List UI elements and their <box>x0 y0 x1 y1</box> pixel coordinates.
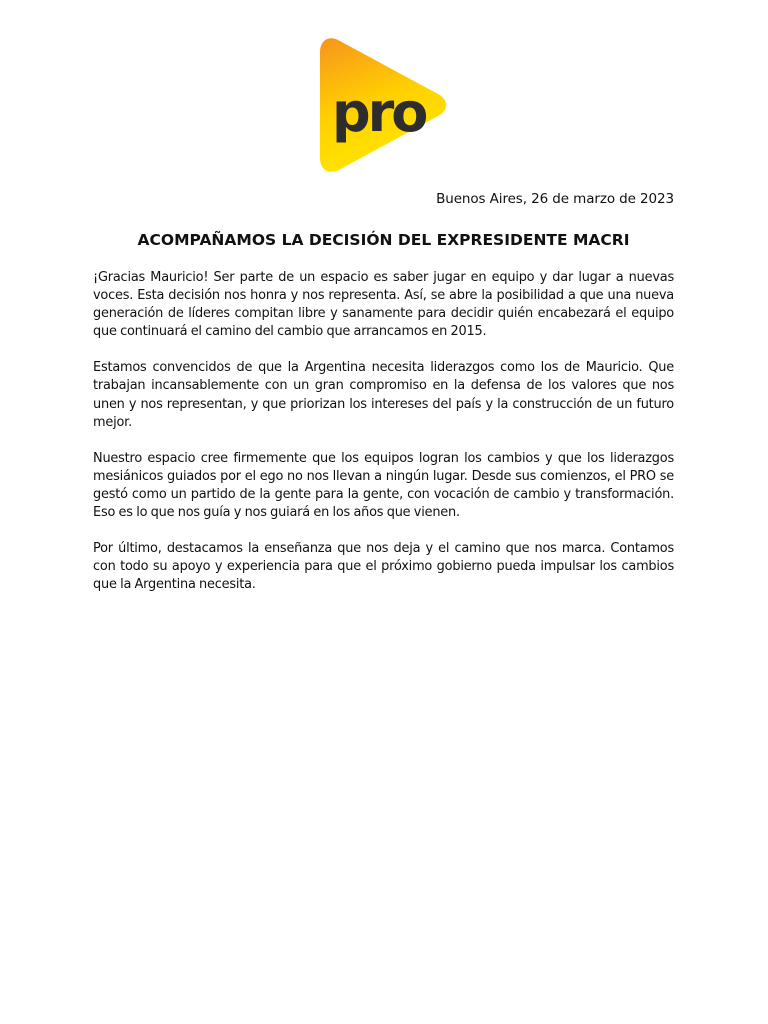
dateline: Buenos Aires, 26 de marzo de 2023 <box>436 191 674 207</box>
paragraph: ¡Gracias Mauricio! Ser parte de un espacio es saber jugar en equipo y dar lugar a nuevas voces. Esta decisión nos honra y nos representa. Así, se abre la posibilidad a que una nueva generación de líderes compitan libre y sanamente para decidir quién encabezará el equipo que continuará el camino del cambio que arrancamos en 2015. <box>93 270 674 340</box>
document-body <box>93 269 674 612</box>
paragraph: Nuestro espacio cree firmemente que los equipos logran los cambios y que los liderazgos mesiánicos guiados por el ego no nos llevan a ningún lugar. Desde sus comienzos, el PRO se gestó como un partido de la gente para la gente, con vocación de cambio y transformación. Eso es lo que nos guía y nos guiará en los años que vienen. <box>93 450 674 521</box>
pro-logo-icon <box>316 36 450 174</box>
pro-logo <box>316 36 450 174</box>
document-title: ACOMPAÑAMOS LA DECISIÓN DEL EXPRESIDENTE MACRI <box>137 231 630 249</box>
paragraph: Por último, destacamos la enseñanza que nos deja y el camino que nos marca. Contamos con todo su apoyo y experiencia para que el próximo gobierno pueda impulsar los cambios que la Argentina necesita. <box>93 541 674 593</box>
logo-text: pro <box>332 81 426 144</box>
paragraph: Estamos convencidos de que la Argentina necesita liderazgos como los de Mauricio. Que trabajan incansablemente con un gran compromiso en la defensa de los valores que nos unen y nos representan, y que priorizan los intereses del país y la construcción de un futuro mejor. <box>93 360 674 430</box>
